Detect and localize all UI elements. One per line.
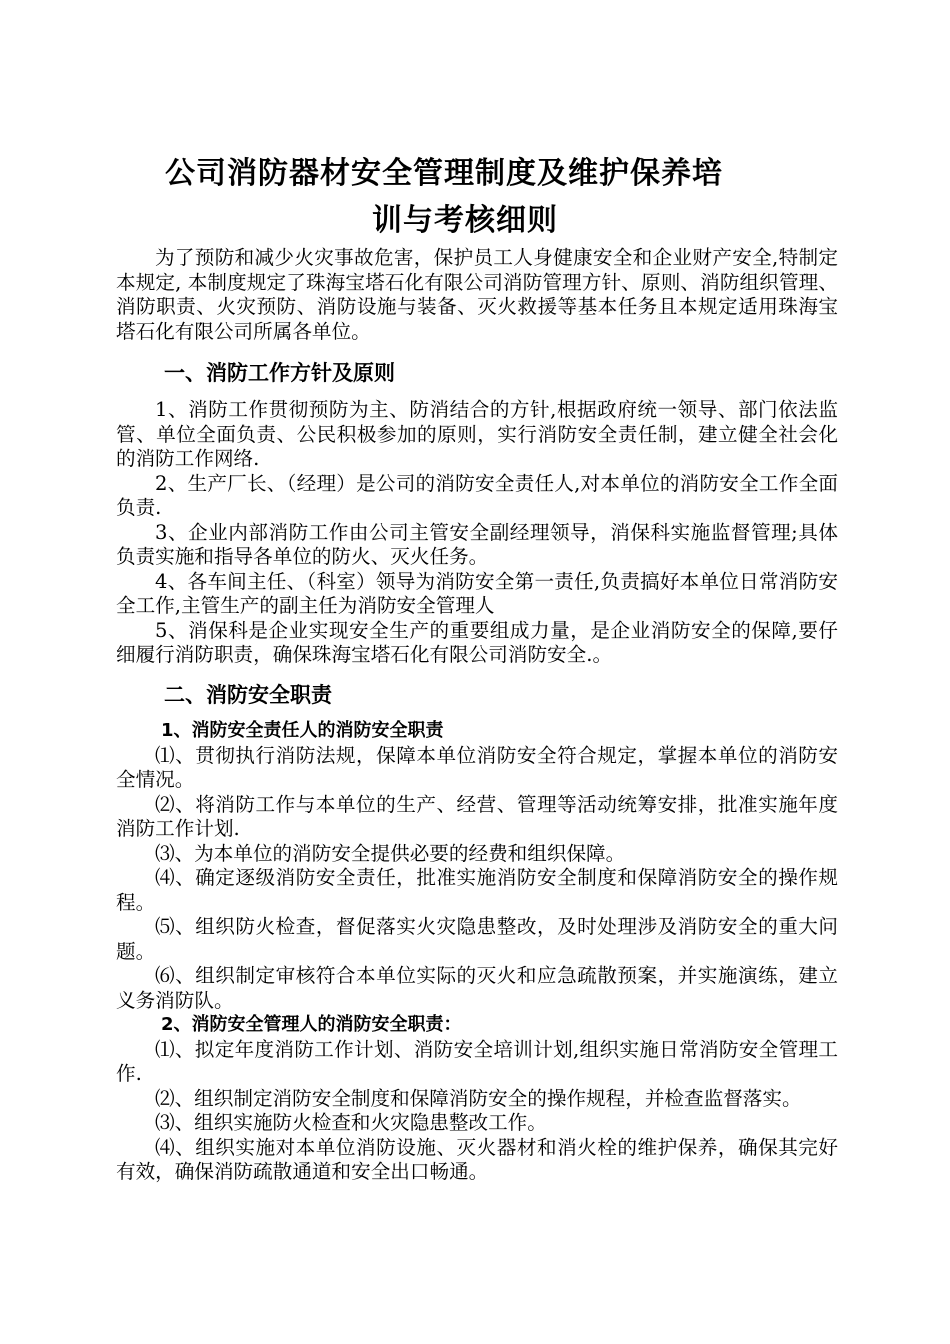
section-1-item: 1、消防工作贯彻预防为主、防消结合的方针,根据政府统一领导、部门依法监管、单位全面负责、公民积极参加的原则，实行消防安全责任制，建立健全社会化的消防工作网络. xyxy=(116,398,838,470)
section-1-item: 4、各车间主任、（科室）领导为消防安全第一责任,负责搞好本单位日常消防安全工作,主管生产的副主任为消防安全管理人 xyxy=(116,569,838,617)
section-2-body xyxy=(116,719,838,1185)
section-2-sub-2-item: ⑷、组织实施对本单位消防设施、灭火器材和消火栓的维护保养，确保其完好有效，确保消防疏散通道和安全出口畅通。 xyxy=(116,1135,838,1183)
section-2-sub-2-item: ⑶、组织实施防火检查和火灾隐患整改工作。 xyxy=(155,1111,547,1134)
section-2-sub-2-item: ⑴、拟定年度消防工作计划、消防安全培训计划,组织实施日常消防安全管理工作. xyxy=(116,1037,838,1085)
section-1-item: 2、生产厂长、（经理）是公司的消防安全责任人,对本单位的消防安全工作全面负责. xyxy=(116,471,838,519)
section-2-sub-1-item: ⑹、组织制定审核符合本单位实际的灭火和应急疏散预案，并实施演练，建立义务消防队。 xyxy=(116,964,838,1012)
section-2-sub-1-item: ⑷、确定逐级消防安全责任，批准实施消防安全制度和保障消防安全的操作规程。 xyxy=(116,866,838,914)
section-2-sub-1-item: ⑸、组织防火检查，督促落实火灾隐患整改，及时处理涉及消防安全的重大问题。 xyxy=(116,915,838,963)
intro-block xyxy=(116,246,838,344)
section-2-sub-1-item: ⑵、将消防工作与本单位的生产、经营、管理等活动统筹安排，批准实施年度消防工作计划. xyxy=(116,792,838,840)
section-1-heading: 一、消防工作方针及原则 xyxy=(164,361,395,385)
section-2-sub-1-item: ⑴、贯彻执行消防法规，保障本单位消防安全符合规定，掌握本单位的消防安全情况。 xyxy=(116,743,838,791)
section-2-heading-block xyxy=(116,683,838,707)
section-1-body xyxy=(116,398,838,668)
document-title-line-1: 公司消防器材安全管理制度及维护保养培 xyxy=(165,156,723,191)
section-1-item: 3、企业内部消防工作由公司主管安全副经理领导，消保科实施监督管理;具体负责实施和指导各单位的防火、灭火任务。 xyxy=(116,520,838,568)
intro-paragraph: 为了预防和减少火灾事故危害，保护员工人身健康安全和企业财产安全,特制定本规定, 本制度规定了珠海宝塔石化有限公司消防管理方针、原则、消防组织管理、消防职责、火灾预防、消防设施与装备、灭火救援等基本任务且本规定适用珠海宝塔石化有限公司所属各单位。 xyxy=(116,246,838,343)
section-2-heading: 二、消防安全职责 xyxy=(164,683,332,707)
section-2-sub-2-item: ⑵、组织制定消防安全制度和保障消防安全的操作规程，并检查监督落实。 xyxy=(155,1086,802,1110)
document-title-line-2: 训与考核细则 xyxy=(372,203,558,238)
section-1-item: 5、消保科是企业实现安全生产的重要组成力量，是企业消防安全的保障,要仔细履行消防职责，确保珠海宝塔石化有限公司消防安全.。 xyxy=(116,618,838,666)
section-1-heading-block xyxy=(116,361,838,385)
section-2-sub-1-item: ⑶、为本单位的消防安全提供必要的经费和组织保障。 xyxy=(155,841,626,865)
section-2-sub-1-heading: 1、消防安全责任人的消防安全职责 xyxy=(161,720,444,741)
section-2-sub-2-heading: 2、消防安全管理人的消防安全职责： xyxy=(161,1014,462,1035)
